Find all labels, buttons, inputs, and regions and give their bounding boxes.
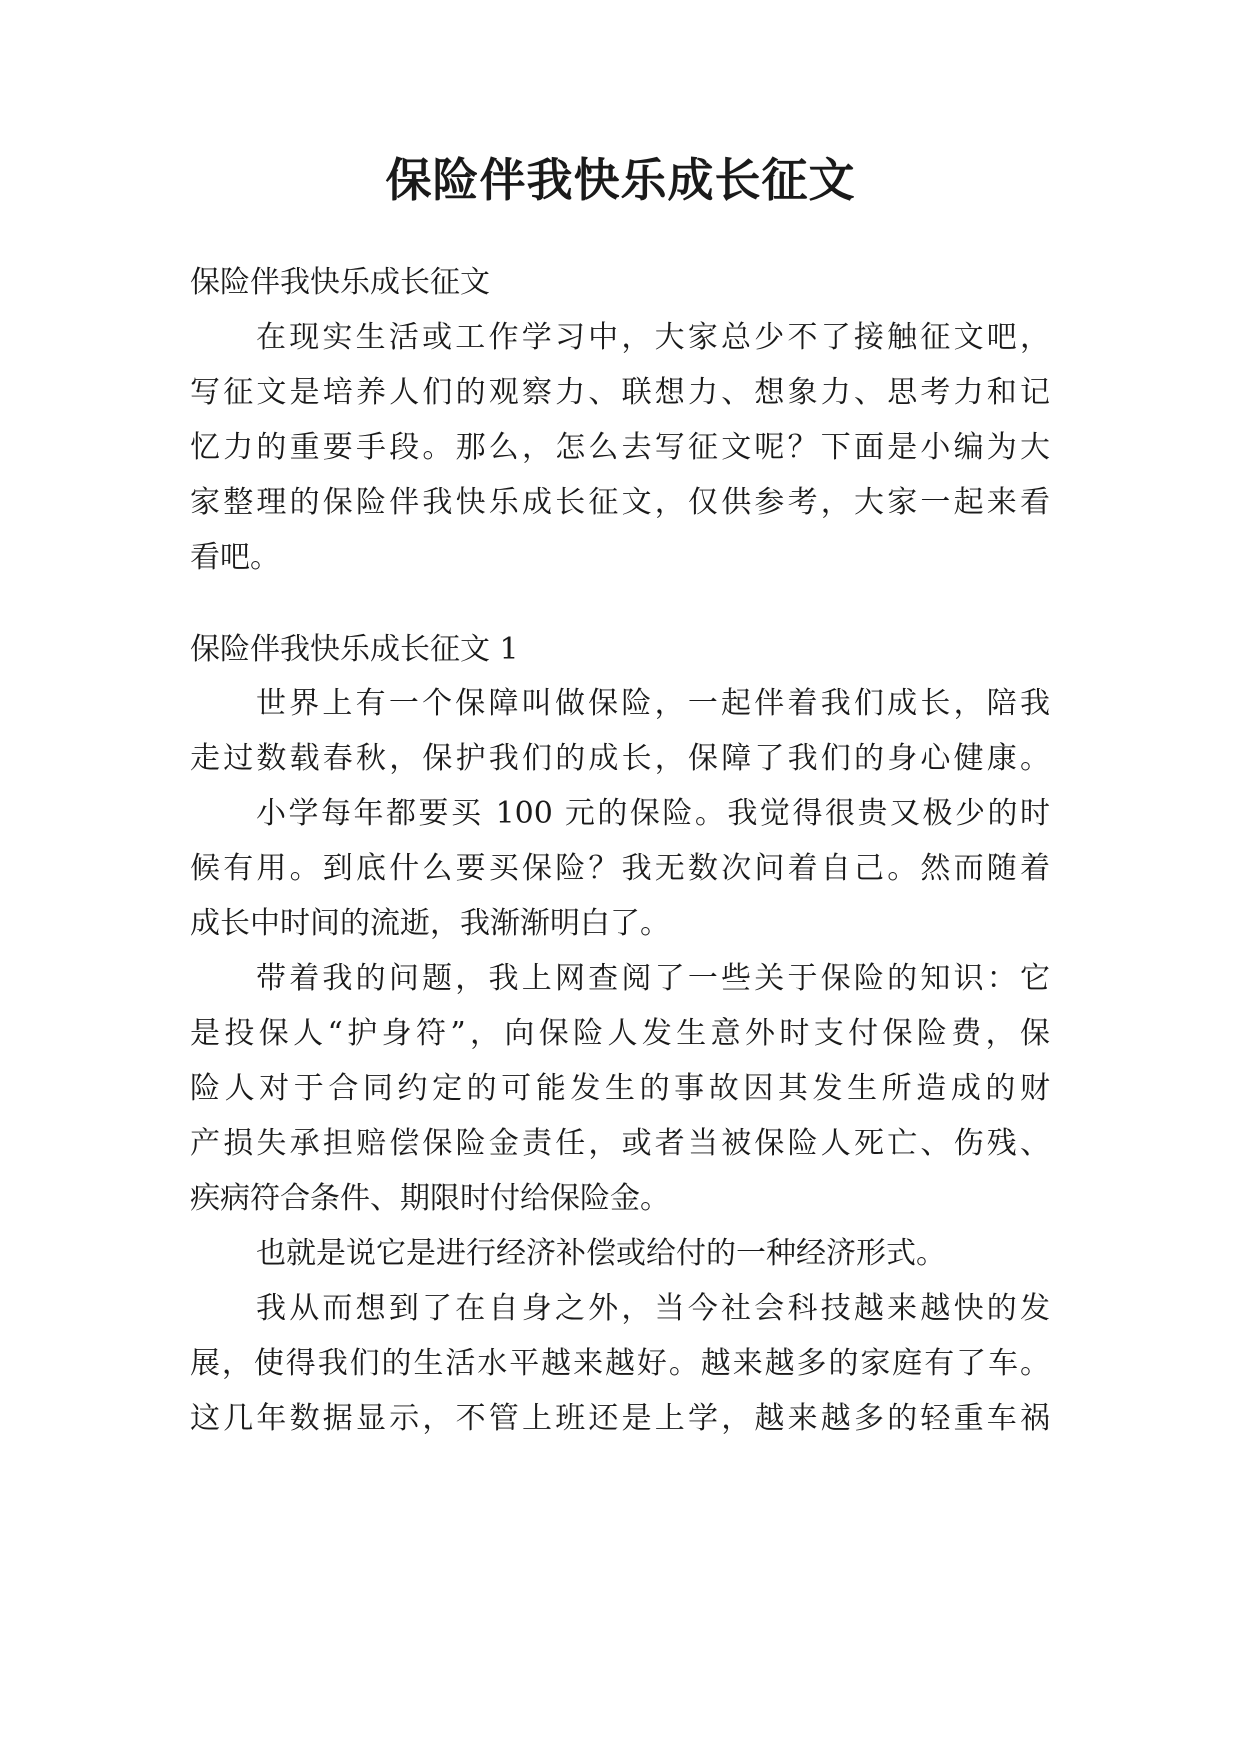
body-line: 小学每年都要买 100 元的保险。我觉得很贵又极少的时 [256, 796, 1050, 831]
body-line: 产损失承担赔偿保险金责任，或者当被保险人死亡、伤残、 [190, 1126, 1050, 1161]
intro-line: 家整理的保险伴我快乐成长征文，仅供参考，大家一起来看 [190, 485, 1050, 520]
body-line: 带着我的问题，我上网查阅了一些关于保险的知识：它 [256, 961, 1050, 996]
document-subtitle: 保险伴我快乐成长征文 [190, 265, 490, 300]
body-line: 险人对于合同约定的可能发生的事故因其发生所造成的财 [190, 1071, 1050, 1106]
document-title: 保险伴我快乐成长征文 [385, 153, 856, 207]
body-line: 也就是说它是进行经济补偿或给付的一种经济形式。 [256, 1236, 946, 1271]
body-line: 疾病符合条件、期限时付给保险金。 [190, 1181, 670, 1216]
intro-line: 写征文是培养人们的观察力、联想力、想象力、思考力和记 [190, 375, 1050, 410]
body-line: 成长中时间的流逝，我渐渐明白了。 [190, 906, 670, 941]
body-line: 走过数载春秋，保护我们的成长，保障了我们的身心健康。 [190, 741, 1050, 776]
body-line: 我从而想到了在自身之外，当今社会科技越来越快的发 [256, 1291, 1050, 1326]
body-line: 候有用。到底什么要买保险？我无数次问着自己。然而随着 [190, 851, 1050, 886]
body-line: 是投保人“护身符”，向保险人发生意外时支付保险费，保 [190, 1016, 1050, 1051]
intro-line: 忆力的重要手段。那么，怎么去写征文呢？下面是小编为大 [190, 430, 1050, 465]
intro-line: 在现实生活或工作学习中，大家总少不了接触征文吧， [256, 320, 1050, 355]
section-heading: 保险伴我快乐成长征文 1 [190, 632, 519, 667]
body-line: 世界上有一个保障叫做保险，一起伴着我们成长，陪我 [256, 686, 1050, 721]
body-line: 这几年数据显示，不管上班还是上学，越来越多的轻重车祸 [190, 1401, 1050, 1436]
intro-line: 看吧。 [190, 540, 280, 575]
body-line: 展，使得我们的生活水平越来越好。越来越多的家庭有了车。 [190, 1346, 1050, 1381]
